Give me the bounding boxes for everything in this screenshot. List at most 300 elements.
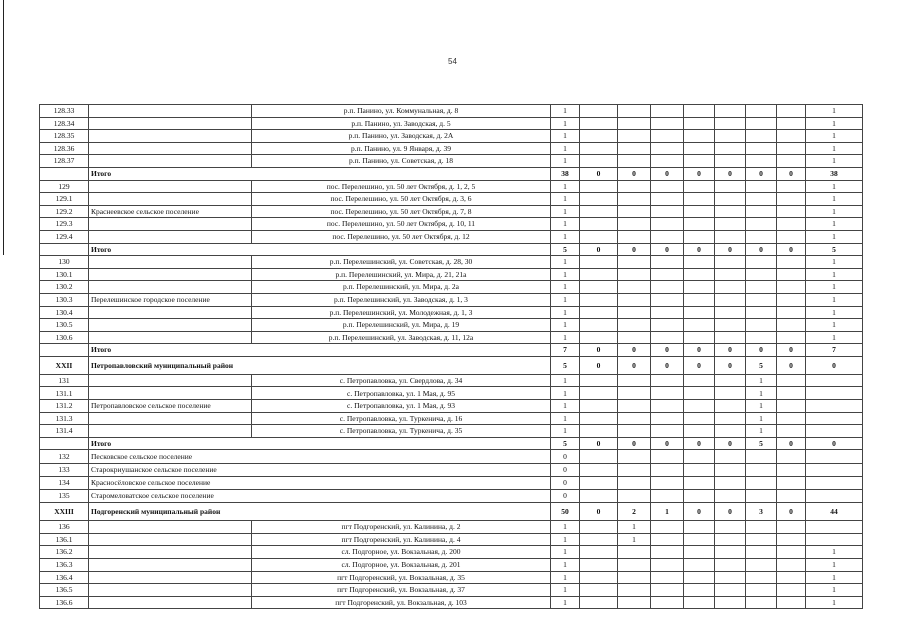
value-cell [715, 558, 746, 571]
table-row [40, 306, 863, 319]
settlement-name: Перелешинское городское поселение [89, 293, 252, 306]
value-cell [684, 180, 715, 193]
value-cell [715, 546, 746, 559]
page-number: 54 [448, 57, 457, 66]
value-cell [715, 155, 746, 168]
value-cell [580, 584, 618, 597]
value-cell: 1 [806, 205, 863, 218]
district-row [40, 356, 863, 374]
row-number: 128.35 [40, 130, 89, 143]
address-cell: пгт Подгоренский, ул. Калинина, д. 2 [252, 521, 551, 534]
value-cell [777, 546, 806, 559]
value-cell [651, 425, 684, 438]
value-cell [618, 281, 651, 294]
value-cell: 0 [684, 344, 715, 357]
value-cell: 0 [684, 243, 715, 256]
row-number: XXII [40, 356, 89, 374]
value-cell: 1 [806, 256, 863, 269]
value-cell: 0 [551, 463, 580, 476]
value-cell [777, 533, 806, 546]
table-row [40, 521, 863, 534]
value-cell: 1 [551, 533, 580, 546]
value-cell [777, 155, 806, 168]
value-cell [777, 256, 806, 269]
address-cell: с. Петропавловка, ул. 1 Мая, д. 95 [252, 387, 551, 400]
value-cell [715, 584, 746, 597]
row-number [40, 344, 89, 357]
value-cell [746, 463, 777, 476]
address-cell: р.п. Перелешинский, ул. Заводская, д. 1, 3 [252, 293, 551, 306]
value-cell [777, 268, 806, 281]
value-cell [746, 571, 777, 584]
address-cell: с. Петропавловка, ул. 1 Мая, д. 93 [252, 400, 551, 413]
settlement-name [89, 558, 252, 571]
value-cell: 1 [618, 533, 651, 546]
row-number: 131.4 [40, 425, 89, 438]
value-cell [651, 533, 684, 546]
value-cell [580, 521, 618, 534]
value-cell: 1 [806, 130, 863, 143]
value-cell [777, 306, 806, 319]
value-cell [651, 546, 684, 559]
value-cell: 0 [618, 167, 651, 180]
value-cell: 0 [777, 344, 806, 357]
value-cell [746, 596, 777, 609]
settlement-name [89, 230, 252, 243]
value-cell [715, 130, 746, 143]
value-cell [777, 230, 806, 243]
value-cell: 0 [746, 243, 777, 256]
table-row [40, 412, 863, 425]
value-cell: 5 [806, 243, 863, 256]
value-cell [618, 331, 651, 344]
address-cell: сл. Подгорное, ул. Вокзальная, д. 200 [252, 546, 551, 559]
row-number: 131.2 [40, 400, 89, 413]
value-cell: 1 [746, 400, 777, 413]
address-cell: р.п. Панино, ул. Советская, д. 18 [252, 155, 551, 168]
table-row [40, 571, 863, 584]
value-cell: 1 [806, 218, 863, 231]
row-number: 130.1 [40, 268, 89, 281]
value-cell [684, 331, 715, 344]
value-cell [746, 142, 777, 155]
value-cell: 0 [777, 243, 806, 256]
settlement-name [89, 256, 252, 269]
value-cell: 1 [551, 193, 580, 206]
value-cell [715, 400, 746, 413]
value-cell [651, 490, 684, 503]
value-cell: 1 [806, 155, 863, 168]
value-cell: 2 [618, 503, 651, 521]
value-cell [618, 400, 651, 413]
value-cell [777, 142, 806, 155]
value-cell: 0 [580, 437, 618, 450]
value-cell [580, 218, 618, 231]
value-cell [715, 596, 746, 609]
value-cell [651, 180, 684, 193]
address-cell: пгт Подгоренский, ул. Вокзальная, д. 103 [252, 596, 551, 609]
value-cell [715, 256, 746, 269]
value-cell [777, 293, 806, 306]
value-cell: 1 [806, 105, 863, 118]
value-cell [777, 193, 806, 206]
value-cell [580, 105, 618, 118]
value-cell [651, 293, 684, 306]
value-cell [580, 425, 618, 438]
address-cell: пгт Подгоренский, ул. Калинина, д. 4 [252, 533, 551, 546]
value-cell: 0 [551, 490, 580, 503]
address-cell: р.п. Панино, ул. Заводская, д. 2А [252, 130, 551, 143]
value-cell: 1 [806, 142, 863, 155]
value-cell [715, 450, 746, 463]
value-cell [777, 490, 806, 503]
value-cell: 1 [806, 584, 863, 597]
table-row [40, 142, 863, 155]
row-number: 128.34 [40, 117, 89, 130]
value-cell [715, 476, 746, 489]
value-cell: 1 [551, 319, 580, 332]
address-cell: р.п. Панино, ул. Заводская, д. 5 [252, 117, 551, 130]
value-cell: 0 [651, 243, 684, 256]
value-cell [651, 521, 684, 534]
address-cell: с. Петропавловка, ул. Свердлова, д. 34 [252, 374, 551, 387]
value-cell [618, 230, 651, 243]
row-number: 136.6 [40, 596, 89, 609]
row-number: 133 [40, 463, 89, 476]
row-number: 129.3 [40, 218, 89, 231]
table-row [40, 180, 863, 193]
value-cell [746, 584, 777, 597]
value-cell [746, 490, 777, 503]
section-name: Красносёловское сельское поселение [89, 476, 551, 489]
table-row [40, 268, 863, 281]
row-number: 135 [40, 490, 89, 503]
value-cell: 5 [746, 437, 777, 450]
value-cell: 1 [551, 155, 580, 168]
value-cell [618, 193, 651, 206]
value-cell: 5 [551, 243, 580, 256]
value-cell: 5 [551, 437, 580, 450]
value-cell: 1 [551, 105, 580, 118]
value-cell [618, 268, 651, 281]
value-cell [651, 558, 684, 571]
value-cell [580, 490, 618, 503]
value-cell: 0 [777, 356, 806, 374]
value-cell [684, 450, 715, 463]
value-cell [618, 476, 651, 489]
settlement-name [89, 546, 252, 559]
value-cell: 1 [618, 521, 651, 534]
value-cell [580, 319, 618, 332]
value-cell: 1 [806, 319, 863, 332]
value-cell [715, 521, 746, 534]
value-cell [746, 533, 777, 546]
address-cell: р.п. Панино, ул. Коммунальная, д. 8 [252, 105, 551, 118]
row-number: 128.33 [40, 105, 89, 118]
table-row [40, 205, 863, 218]
table-row [40, 281, 863, 294]
value-cell [777, 463, 806, 476]
address-cell: пос. Перелешино, ул. 50 лет Октября, д. 12 [252, 230, 551, 243]
settlement-name [89, 596, 252, 609]
value-cell [580, 155, 618, 168]
value-cell [777, 218, 806, 231]
value-cell [684, 117, 715, 130]
value-cell [777, 117, 806, 130]
value-cell [618, 558, 651, 571]
value-cell: 0 [651, 437, 684, 450]
total-row [40, 167, 863, 180]
table-row [40, 117, 863, 130]
value-cell [684, 490, 715, 503]
value-cell: 1 [746, 425, 777, 438]
value-cell [651, 463, 684, 476]
address-cell: пос. Перелешино, ул. 50 лет Октября, д. 10, 11 [252, 218, 551, 231]
value-cell: 0 [618, 344, 651, 357]
value-cell: 1 [551, 374, 580, 387]
settlement-name [89, 584, 252, 597]
value-cell: 1 [806, 193, 863, 206]
value-cell [806, 387, 863, 400]
value-cell: 1 [551, 218, 580, 231]
value-cell: 1 [551, 180, 580, 193]
value-cell: 0 [777, 167, 806, 180]
value-cell: 0 [651, 167, 684, 180]
value-cell [746, 281, 777, 294]
value-cell: 1 [551, 571, 580, 584]
value-cell [715, 306, 746, 319]
value-cell [746, 521, 777, 534]
value-cell: 0 [715, 344, 746, 357]
value-cell: 1 [551, 142, 580, 155]
table-row [40, 490, 863, 503]
value-cell [777, 584, 806, 597]
value-cell [806, 425, 863, 438]
value-cell: 1 [806, 331, 863, 344]
table-row [40, 105, 863, 118]
value-cell: 3 [746, 503, 777, 521]
section-name: Петропавловский муниципальный район [89, 356, 551, 374]
value-cell [651, 571, 684, 584]
value-cell [651, 374, 684, 387]
row-number: 129 [40, 180, 89, 193]
value-cell: 1 [551, 293, 580, 306]
value-cell: 1 [551, 256, 580, 269]
value-cell [746, 268, 777, 281]
value-cell: 1 [551, 584, 580, 597]
address-cell: р.п. Перелешинский, ул. Заводская, д. 11, 12а [252, 331, 551, 344]
value-cell: 0 [806, 437, 863, 450]
address-cell: сл. Подгорное, ул. Вокзальная, д. 201 [252, 558, 551, 571]
value-cell [715, 387, 746, 400]
value-cell [618, 584, 651, 597]
total-label: Итого [89, 344, 551, 357]
row-number [40, 243, 89, 256]
value-cell: 0 [618, 356, 651, 374]
value-cell [684, 521, 715, 534]
value-cell [777, 130, 806, 143]
section-name: Старокриушанское сельское поселение [89, 463, 551, 476]
value-cell [746, 306, 777, 319]
value-cell [580, 374, 618, 387]
address-cell: р.п. Перелешинский, ул. Молодежная, д. 1, 3 [252, 306, 551, 319]
value-cell [715, 533, 746, 546]
value-cell: 1 [551, 306, 580, 319]
row-number: 134 [40, 476, 89, 489]
value-cell [777, 331, 806, 344]
value-cell [777, 412, 806, 425]
value-cell [618, 412, 651, 425]
value-cell [777, 521, 806, 534]
value-cell [651, 331, 684, 344]
value-cell [715, 331, 746, 344]
table-row [40, 130, 863, 143]
value-cell: 1 [551, 425, 580, 438]
value-cell [715, 425, 746, 438]
table-row [40, 546, 863, 559]
value-cell [806, 463, 863, 476]
value-cell [684, 412, 715, 425]
value-cell [715, 218, 746, 231]
row-number: 130.3 [40, 293, 89, 306]
total-row [40, 243, 863, 256]
value-cell [715, 105, 746, 118]
value-cell [618, 450, 651, 463]
table-row [40, 584, 863, 597]
settlement-name: Петропавловское сельское поселение [89, 400, 252, 413]
address-cell: с. Петропавловка, ул. Туркенича, д. 16 [252, 412, 551, 425]
value-cell [580, 546, 618, 559]
value-cell [580, 387, 618, 400]
address-cell: с. Петропавловка, ул. Туркенича, д. 35 [252, 425, 551, 438]
address-cell: пос. Перелешино, ул. 50 лет Октября, д. 7, 8 [252, 205, 551, 218]
value-cell [777, 319, 806, 332]
total-row [40, 437, 863, 450]
value-cell [684, 155, 715, 168]
value-cell: 0 [777, 503, 806, 521]
value-cell [684, 374, 715, 387]
value-cell [715, 117, 746, 130]
value-cell: 1 [551, 412, 580, 425]
value-cell [580, 571, 618, 584]
value-cell [580, 193, 618, 206]
value-cell: 1 [551, 521, 580, 534]
value-cell: 38 [806, 167, 863, 180]
value-cell: 1 [551, 400, 580, 413]
value-cell [580, 117, 618, 130]
value-cell [684, 142, 715, 155]
value-cell: 0 [618, 243, 651, 256]
row-number: 129.4 [40, 230, 89, 243]
value-cell: 44 [806, 503, 863, 521]
settlement-name [89, 268, 252, 281]
value-cell [746, 319, 777, 332]
table-row [40, 374, 863, 387]
address-cell: р.п. Перелешинский, ул. Мира, д. 2а [252, 281, 551, 294]
value-cell [651, 193, 684, 206]
value-cell [580, 533, 618, 546]
value-cell [651, 142, 684, 155]
value-cell [746, 558, 777, 571]
address-cell: р.п. Перелешинский, ул. Мира, д. 19 [252, 319, 551, 332]
value-cell [777, 387, 806, 400]
value-cell [777, 450, 806, 463]
value-cell [715, 281, 746, 294]
row-number: 136.5 [40, 584, 89, 597]
value-cell [715, 319, 746, 332]
value-cell [580, 142, 618, 155]
value-cell [684, 256, 715, 269]
settlement-name [89, 425, 252, 438]
value-cell [651, 584, 684, 597]
value-cell [684, 596, 715, 609]
value-cell [580, 130, 618, 143]
value-cell [684, 546, 715, 559]
value-cell [777, 400, 806, 413]
value-cell: 0 [580, 503, 618, 521]
settlement-name [89, 533, 252, 546]
value-cell: 5 [746, 356, 777, 374]
value-cell [684, 130, 715, 143]
row-number: 136.4 [40, 571, 89, 584]
value-cell: 0 [684, 167, 715, 180]
value-cell: 1 [746, 387, 777, 400]
table-row [40, 193, 863, 206]
value-cell [684, 400, 715, 413]
settlement-name [89, 319, 252, 332]
value-cell [806, 533, 863, 546]
value-cell [684, 205, 715, 218]
value-cell [715, 293, 746, 306]
value-cell [651, 412, 684, 425]
value-cell [806, 400, 863, 413]
value-cell [684, 319, 715, 332]
value-cell [580, 412, 618, 425]
table-row [40, 425, 863, 438]
value-cell [651, 268, 684, 281]
value-cell [651, 450, 684, 463]
settlement-name [89, 117, 252, 130]
value-cell [618, 387, 651, 400]
value-cell [580, 331, 618, 344]
value-cell: 1 [551, 268, 580, 281]
value-cell: 1 [551, 596, 580, 609]
value-cell [684, 387, 715, 400]
district-row [40, 503, 863, 521]
total-label: Итого [89, 437, 551, 450]
section-name: Старомеловатское сельское поселение [89, 490, 551, 503]
value-cell [746, 180, 777, 193]
value-cell: 0 [551, 476, 580, 489]
value-cell: 50 [551, 503, 580, 521]
value-cell [715, 412, 746, 425]
value-cell [618, 463, 651, 476]
settlement-name [89, 193, 252, 206]
value-cell: 1 [551, 331, 580, 344]
value-cell [746, 546, 777, 559]
value-cell [618, 490, 651, 503]
value-cell [651, 230, 684, 243]
value-cell: 0 [715, 356, 746, 374]
value-cell [651, 105, 684, 118]
row-number: 136.3 [40, 558, 89, 571]
value-cell: 1 [551, 281, 580, 294]
settlement-name [89, 218, 252, 231]
value-cell: 1 [806, 306, 863, 319]
value-cell [777, 281, 806, 294]
row-number: 130 [40, 256, 89, 269]
value-cell [651, 596, 684, 609]
